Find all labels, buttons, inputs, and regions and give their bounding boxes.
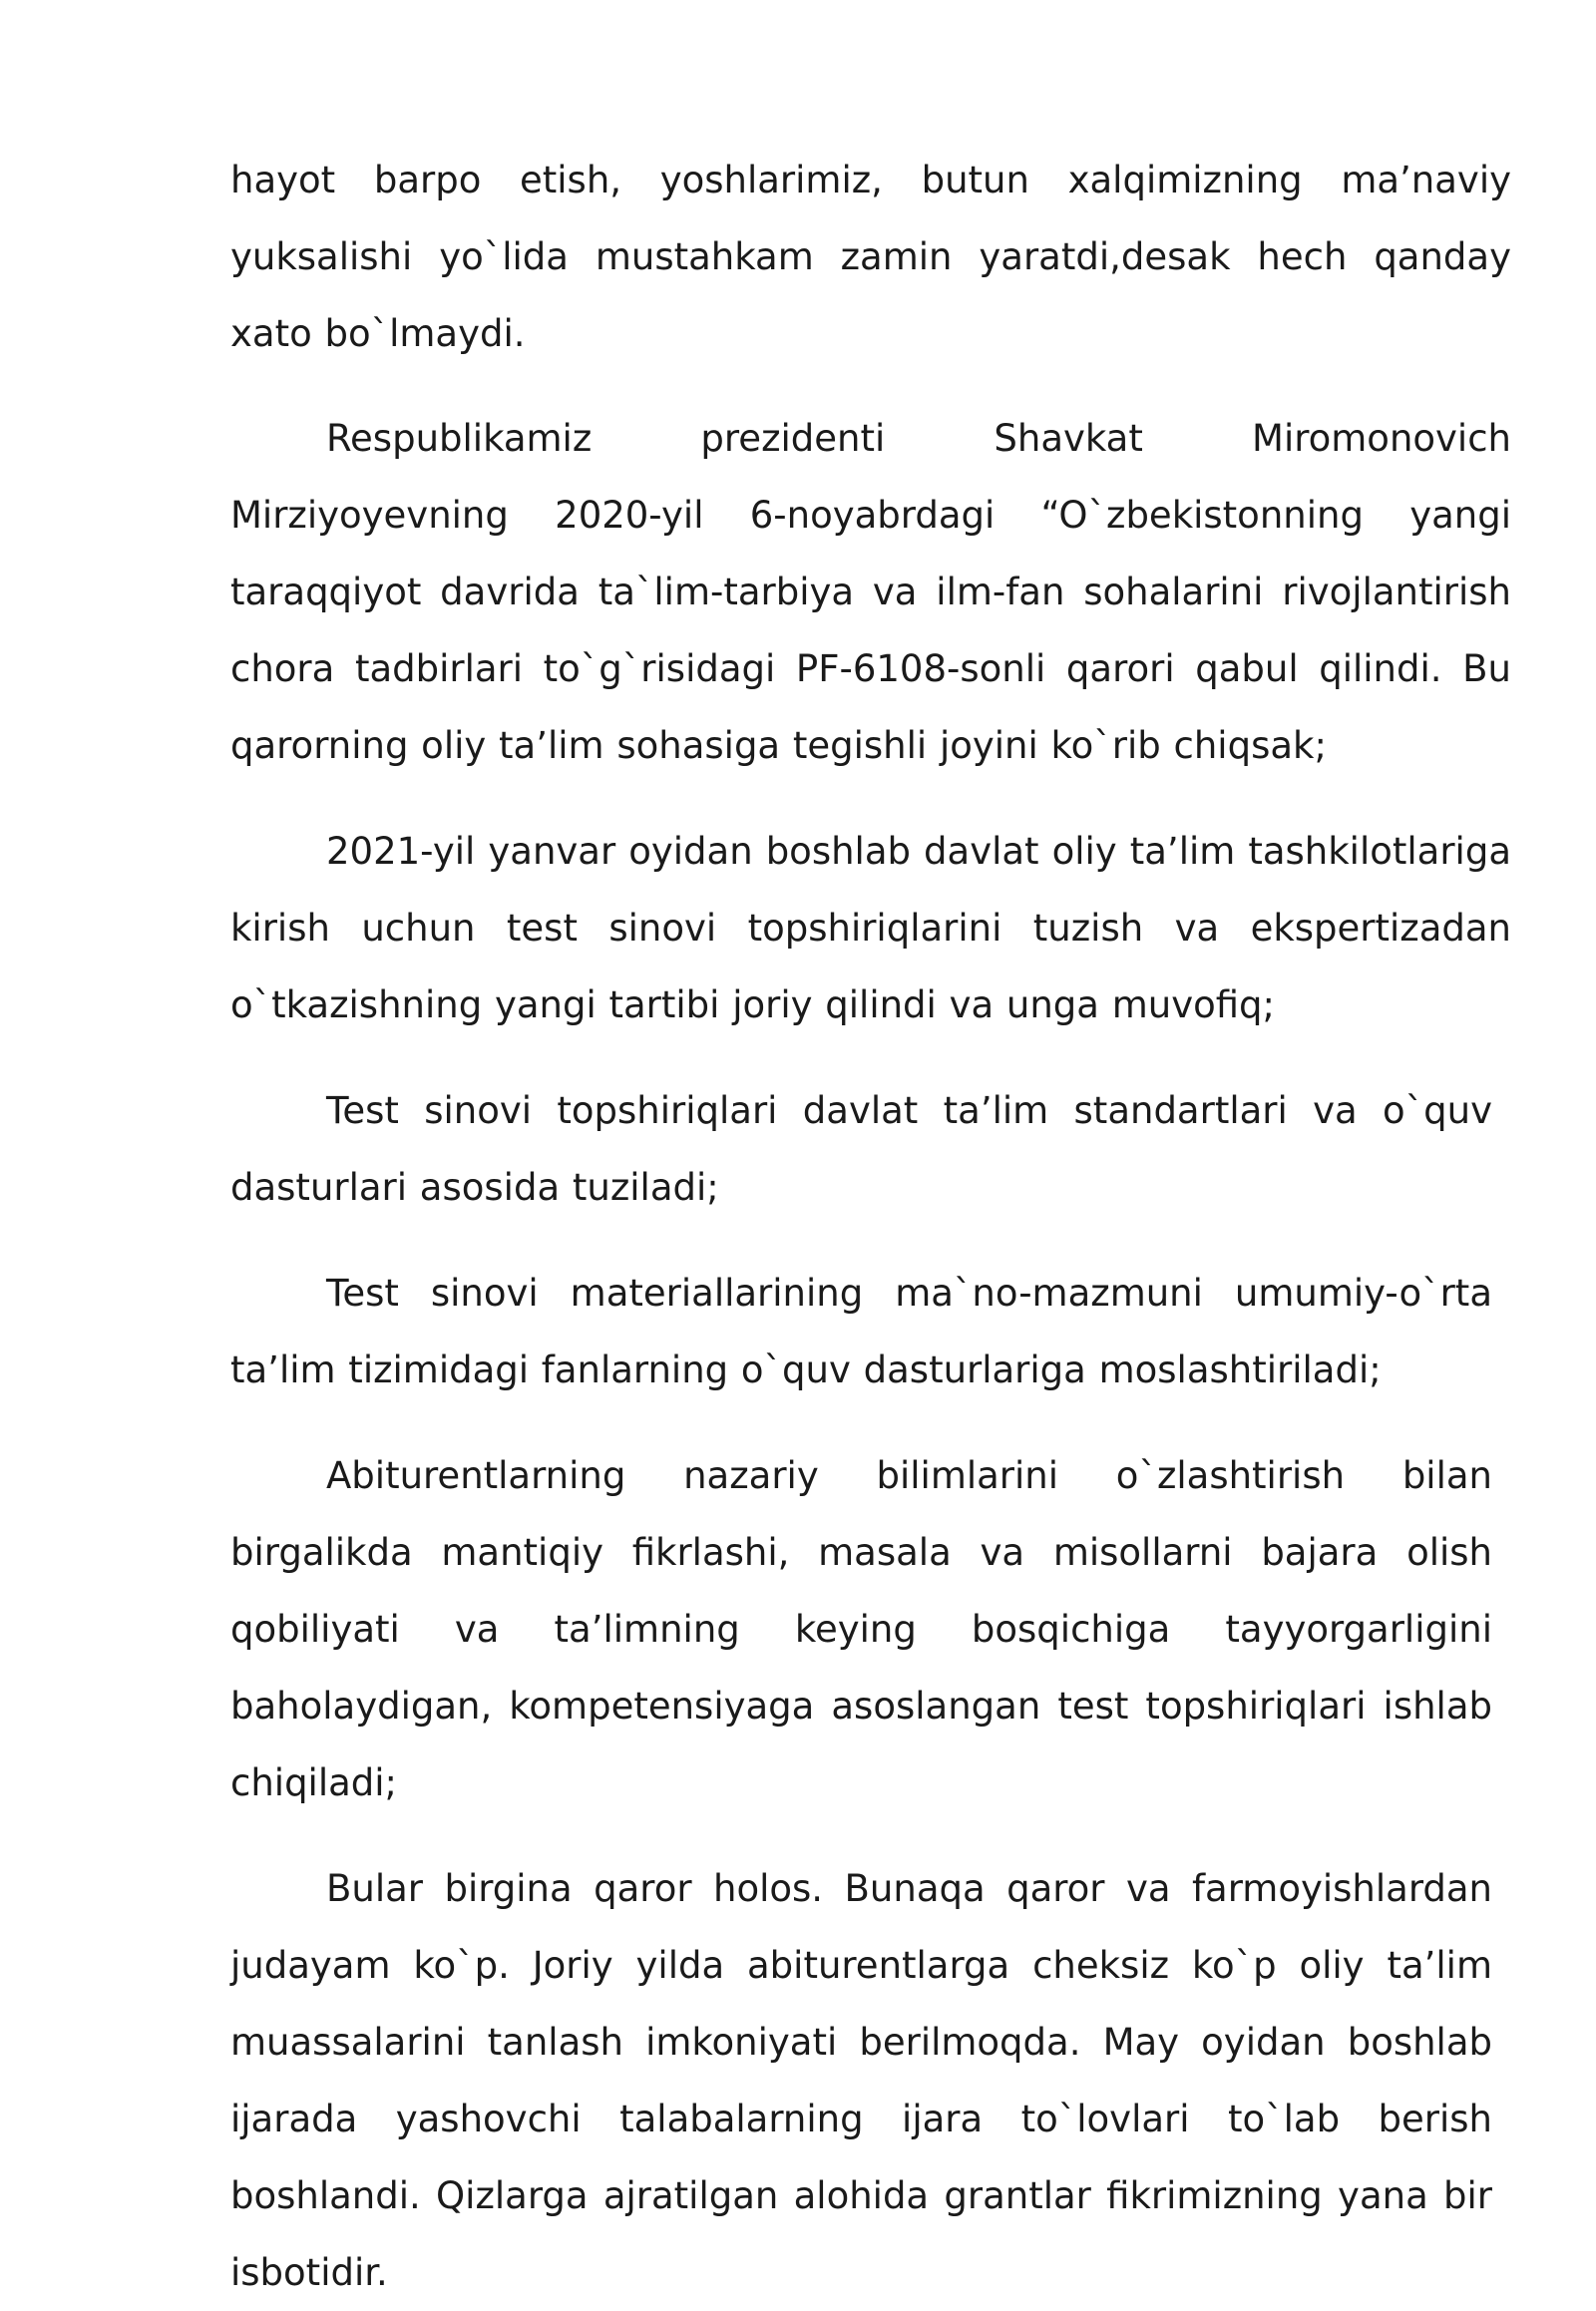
paragraph-5: Test sinovi materiallarining ma`no-mazmuni umumiy-o`rta ta’lim tizimidagi fanlarning o`quv dasturlariga moslashtiriladi; <box>230 1272 1492 1391</box>
paragraph-1: hayot barpo etish, yoshlarimiz, butun xalqimizning ma’naviy yuksalishi yo`lida mustahkam zamin yaratdi,desak hech qanday xato bo`lmaydi. <box>230 159 1511 355</box>
paragraph-4: Test sinovi topshiriqlari davlat ta’lim standartlari va o`quv dasturlari asosida tuziladi; <box>230 1089 1492 1209</box>
paragraph-6: Abiturentlarning nazariy bilimlarini o`zlashtirish bilan birgalikda mantiqiy fikrlashi, masala va misollarni bajara olish qobiliyati va ta’limning keying bosqichiga tayyorgarligini baholaydigan, kompetensiyaga asoslangan test topshiriqlari ishlab chiqiladi; <box>230 1454 1492 1804</box>
paragraph-2: Respublikamiz prezidenti Shavkat Miromonovich Mirziyoyevning 2020-yil 6-noyabrdagi “O`zbekistonning yangi taraqqiyot davrida ta`lim-tarbiya va ilm-fan sohalarini rivojlantirish chora tadbirlari to`g`risidagi PF-6108-sonli qarori qabul qilindi. Bu qarorning oliy ta’lim sohasiga tegishli joyini ko`rib chiqsak; <box>230 417 1511 767</box>
paragraph-7: Bular birgina qaror holos. Bunaqa qaror va farmoyishlardan judayam ko`p. Joriy yilda abiturentlarga cheksiz ko`p oliy ta’lim muassalarini tanlash imkoniyati berilmoqda. May oyidan boshlab ijarada yashovchi talabalarning ijara to`lovlari to`lab berish boshlandi. Qizlarga ajratilgan alohida grantlar fikrimizning yana bir isbotidir. <box>230 1867 1492 2294</box>
document-page <box>230 142 1511 2311</box>
paragraph-3: 2021-yil yanvar oyidan boshlab davlat oliy ta’lim tashkilotlariga kirish uchun test sinovi topshiriqlarini tuzish va ekspertizadan o`tkazishning yangi tartibi joriy qilindi va unga muvofiq; <box>230 830 1511 1026</box>
